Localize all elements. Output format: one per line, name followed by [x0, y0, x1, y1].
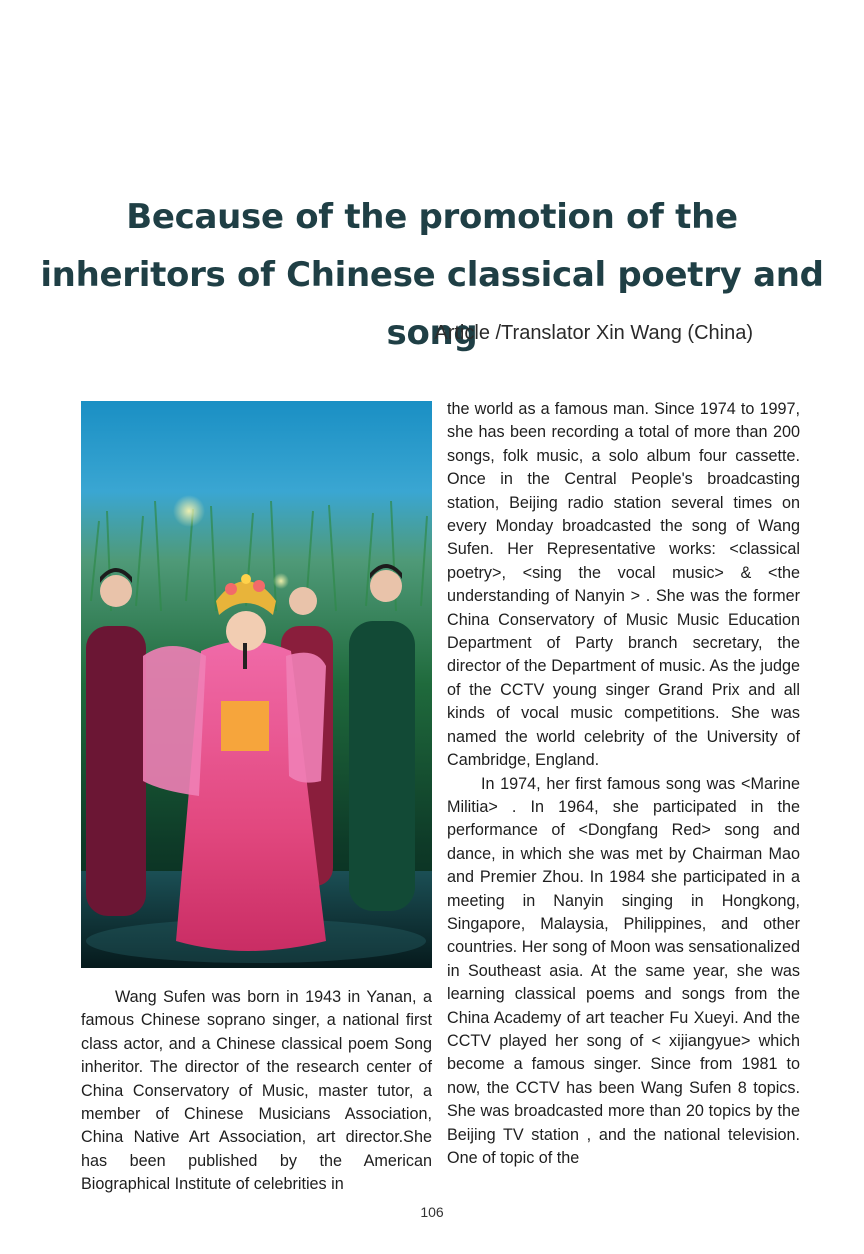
career-paragraph: the world as a famous man. Since 1974 to 1997, she has been recording a total of more than 200 songs, folk music, a solo album four cassette. Once in the Central People's broadcasting station, Beijing radio station several times on every Monday broadcasted the song of Wang Sufen. Her Representative works: <classical poetry>, <sing the vocal music> & <the understanding of Nanyin > . She was the former China Conservatory of Music Music Education Department of Party branch secretary, the director of the Department of music. As the judge of the CCTV young singer Grand Prix and all kinds of vocal music competitions. She was named the world celebrity of the University of Cambridge, England.: [447, 400, 800, 770]
article-byline: Article /Translator Xin Wang (China): [434, 322, 753, 344]
biography-paragraph: Wang Sufen was born in 1943 in Yanan, a famous Chinese soprano singer, a national first class actor, and a Chinese classical poem Song inheritor. The director of the research center of China Conservatory of Music, master tutor, a member of Chinese Musicians Association, China Native Art Association, art director.She has been published by the American Biographical Institute of celebrities in: [81, 988, 432, 1194]
left-column: [81, 986, 432, 1197]
page-number: 106: [420, 1204, 444, 1220]
right-column: [447, 398, 800, 1170]
history-paragraph: In 1974, her first famous song was <Marine Militia> . In 1964, she participated in the performance of <Dongfang Red> song and dance, in which she was met by Chairman Mao and Premier Zhou. In 1984 she participated in a meeting in Nanyin singing in Hongkong, Singapore, Malaysia, Philippines, and other countries. Her song of Moon was sensationalized in Southeast asia. At the same year, she was learning classical poems and songs from the China Academy of art teacher Fu Xueyi. And the CCTV played her song of < xijiangyue> which become a famous singer. Since from 1981 to now, the CCTV has been Wang Sufen 8 topics. She was broadcasted more than 20 topics by the Beijing TV station , and the national television. One of topic of the: [447, 774, 800, 1167]
stage-performance-photo: [81, 401, 432, 968]
article-title: Because of the promotion of the inheritors of Chinese classical poetry and song: [40, 197, 824, 353]
